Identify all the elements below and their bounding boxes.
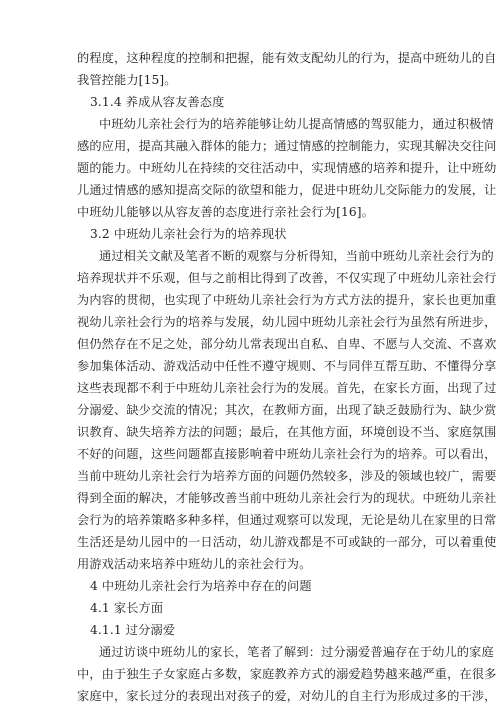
paragraph-line: 当前中班幼儿亲社会行为培养方面的问题仍然较多，涉及的领域也较广，需要 — [77, 469, 497, 483]
paragraph-line: 的程度，这种程度的控制和把握，能有效支配幼儿的行为，提高中班幼儿的自 — [77, 51, 497, 65]
paragraph-line: 视幼儿亲社会行为的培养与发展，幼儿园中班幼儿亲社会行为虽然有所进步， — [77, 315, 497, 329]
paragraph-line: 我管控能力[15]。 — [77, 73, 177, 87]
paragraph-line: 参加集体活动、游戏活动中任性不遵守规则、不与同伴互帮互助、不懂得分享 — [77, 359, 497, 373]
paragraph-line: 中班幼儿能够以从容友善的态度进行亲社会行为[16]。 — [77, 205, 375, 219]
paragraph-line: 中班幼儿亲社会行为的培养能够让幼儿提高情感的驾驭能力，通过积极情 — [99, 117, 494, 131]
section-heading-4: 4 中班幼儿亲社会行为培养中存在的问题 — [90, 579, 312, 593]
section-heading-4-1: 4.1 家长方面 — [90, 601, 164, 615]
paragraph-line: 不好的问题，这些问题都直接影响着中班幼儿亲社会行为的培养。可以看出， — [77, 447, 497, 461]
paragraph-line: 分溺爱、缺少交流的情况；其次，在教师方面，出现了缺乏鼓励行为、缺少赏 — [77, 403, 497, 417]
paragraph-line: 儿通过情感的感知提高交际的欲望和能力，促进中班幼儿交际能力的发展，让 — [77, 183, 497, 197]
section-heading-3-1-4: 3.1.4 养成从容友善态度 — [90, 95, 225, 109]
paragraph-line: 通过相关文献及笔者不断的观察与分析得知，当前中班幼儿亲社会行为的 — [99, 249, 494, 263]
paragraph-line: 用游戏活动来培养中班幼儿的亲社会行为。 — [77, 557, 312, 571]
paragraph-line: 通过访谈中班幼儿的家长，笔者了解到：过分溺爱普遍存在于幼儿的家庭 — [99, 645, 494, 659]
paragraph-line: 这些表现都不利于中班幼儿亲社会行为的发展。首先，在家长方面，出现了过 — [77, 381, 497, 395]
section-heading-3-2: 3.2 中班幼儿亲社会行为的培养现状 — [90, 227, 287, 241]
paragraph-line: 生活还是幼儿园中的一日活动，幼儿游戏都是不可或缺的一部分，可以着重使 — [77, 535, 497, 549]
paragraph-line: 题的能力。中班幼儿在持续的交往活动中，实现情感的培养和提升，让中班幼 — [77, 161, 497, 175]
paragraph-line: 家庭中，家长过分的表现出对孩子的爱，对幼儿的自主行为形成过多的干涉， — [77, 689, 497, 703]
paragraph-line: 得到全面的解决，才能够改善当前中班幼儿亲社会行为的现状。中班幼儿亲社 — [77, 491, 497, 505]
paragraph-line: 感的应用，提高其融入群体的能力；通过情感的控制能力，实现其解决交往问 — [77, 139, 497, 153]
paragraph-line: 培养现状并不乐观，但与之前相比得到了改善，不仅实现了中班幼儿亲社会行 — [77, 271, 497, 285]
paragraph-line: 但仍然存在不足之处，部分幼儿常表现出自私、自卑、不愿与人交流、不喜欢 — [77, 337, 497, 351]
paragraph-line: 中，由于独生子女家庭占多数，家庭教养方式的溺爱趋势越来越严重，在很多 — [77, 667, 497, 681]
paragraph-line: 识教育、缺失培养方法的问题；最后，在其他方面，环境创设不当、家庭氛围 — [77, 425, 497, 439]
paragraph-line: 为内容的贯彻，也实现了中班幼儿亲社会行为方式方法的提升，家长也更加重 — [77, 293, 497, 307]
paragraph-line: 会行为的培养策略多种多样，但通过观察可以发现，无论是幼儿在家里的日常 — [77, 513, 497, 527]
section-heading-4-1-1: 4.1.1 过分溺爱 — [90, 623, 176, 637]
